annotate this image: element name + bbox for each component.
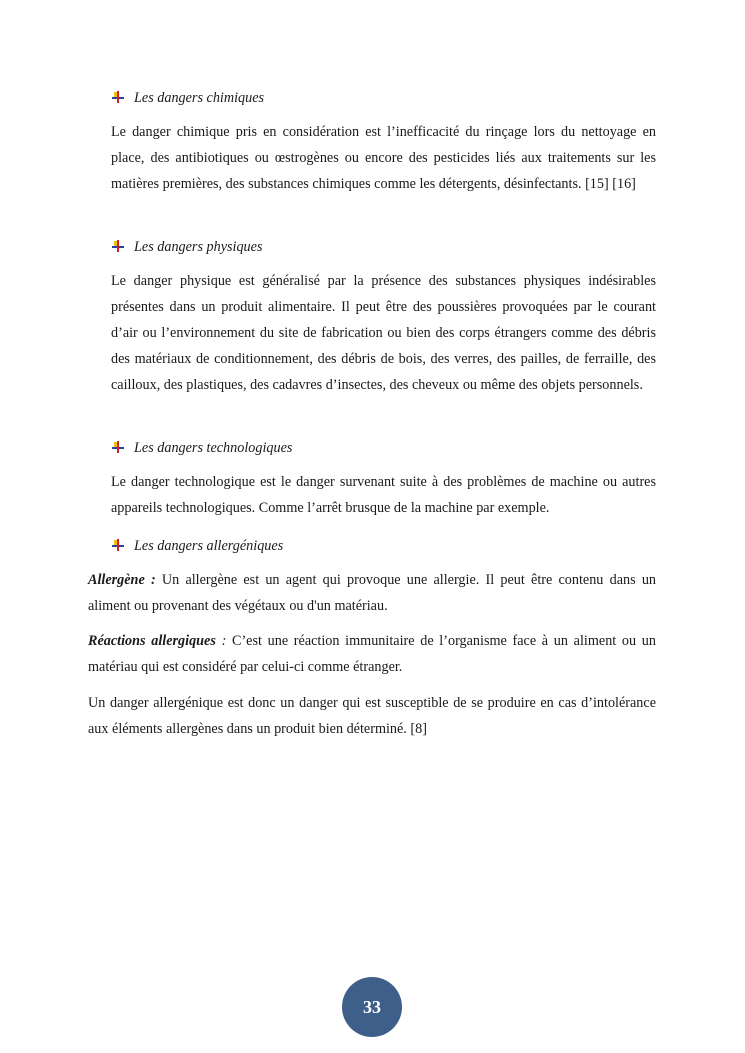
section-paragraph-technologiques: Le danger technologique est le danger survenant suite à des problèmes de machine ou autres appareils technologiques. Comme l’arrêt brusque de la machine par exemple.	[111, 474, 656, 516]
section-heading-text: Les dangers allergéniques	[134, 538, 284, 554]
definition-text: C’est une réaction immunitaire de l’organisme face à un aliment ou un matériau qui est considéré par celui-ci comme étranger.	[88, 633, 656, 675]
definition-reactions-allergiques	[88, 628, 656, 680]
page-number-badge: 33	[342, 977, 402, 1037]
definition-term: Réactions allergiques	[88, 633, 216, 649]
definition-text: Un allergène est un agent qui provoque une allergie. Il peut être contenu dans un aliment ou provenant des végétaux ou d'un matériau.	[88, 572, 657, 614]
bullet-icon	[112, 441, 124, 453]
section-heading-text: Les dangers physiques	[134, 239, 263, 255]
section-heading-text: Les dangers chimiques	[134, 90, 265, 106]
section-paragraph-chimiques: Le danger chimique pris en considération est l’inefficacité du rinçage lors du nettoyage en place, des antibiotiques ou œstrogènes ou encore des pesticides liés aux traitements sur les matières premières, des substances chimiques comme les détergents, désinfectants. [15] [16]	[111, 124, 656, 192]
section-heading-chimiques	[112, 89, 264, 107]
section-paragraph-physiques: Le danger physique est généralisé par la présence des substances physiques indésirables présentes dans un produit alimentaire. Il peut être des poussières provoquées par le courant d’air ou l’environnement du site de fabrication ou bien des corps étrangers comme des débris des matériaux de conditionnement, des débris de bois, des verres, des pailles, de ferraille, des cailloux, des plastiques, des cadavres d’insectes, des cheveux ou même des objets personnels.	[111, 273, 656, 393]
section-heading-allergeniques	[112, 537, 283, 555]
section-heading-text: Les dangers technologiques	[134, 440, 293, 456]
section-heading-physiques	[112, 238, 262, 256]
bullet-icon	[112, 91, 124, 103]
bullet-icon	[112, 539, 124, 551]
definition-term: Allergène :	[88, 572, 156, 588]
closing-paragraph: Un danger allergénique est donc un danger qui est susceptible de se produire en cas d’intolérance aux éléments allergènes dans un produit bien déterminé. [8]	[88, 695, 656, 737]
section-heading-technologiques	[112, 439, 292, 457]
bullet-icon	[112, 240, 124, 252]
definition-allergene	[88, 567, 656, 619]
definition-separator: :	[215, 633, 227, 649]
